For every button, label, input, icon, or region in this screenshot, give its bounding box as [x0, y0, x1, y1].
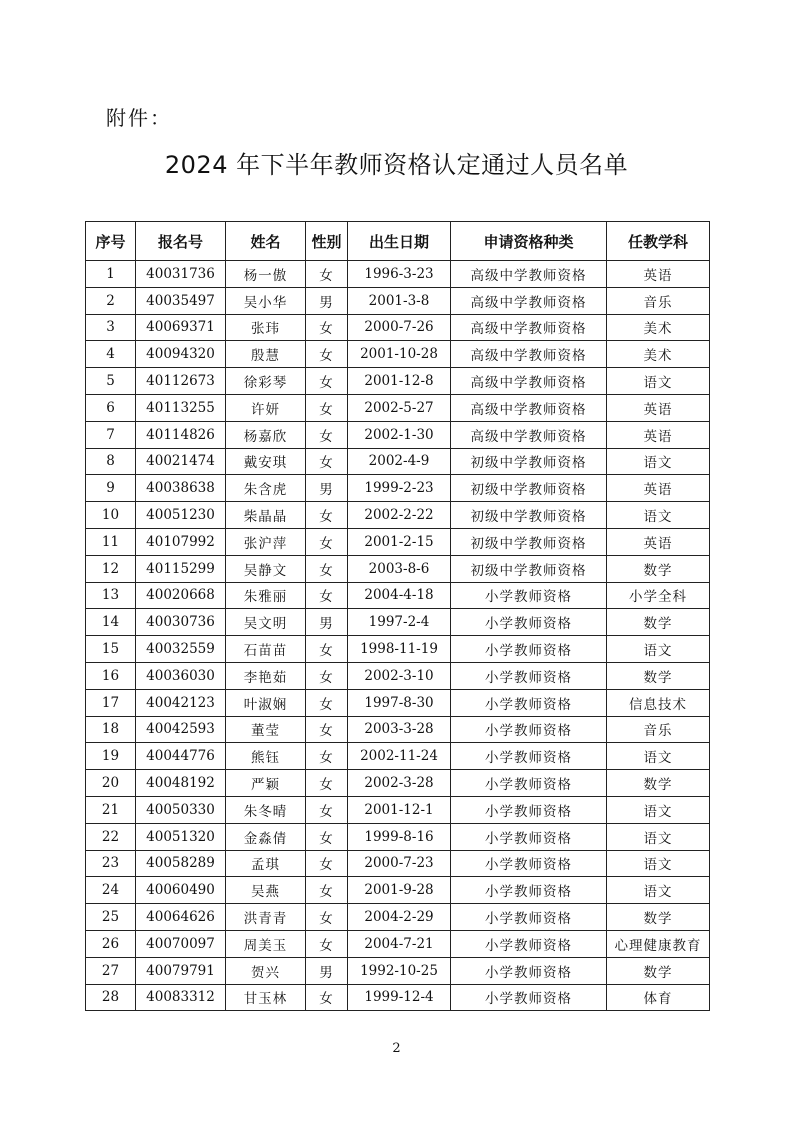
- header-index: 序号: [86, 222, 136, 261]
- approved-teachers-table: [85, 221, 710, 1011]
- cell-index: 16: [86, 662, 136, 689]
- cell-index: 26: [86, 930, 136, 957]
- cell-birth-date: 2002-2-22: [348, 502, 451, 529]
- cell-teaching-subject: 数学: [607, 609, 710, 636]
- table-row: [86, 877, 710, 904]
- cell-registration-number: 40036030: [136, 662, 226, 689]
- cell-registration-number: 40083312: [136, 984, 226, 1011]
- cell-birth-date: 2001-12-1: [348, 796, 451, 823]
- cell-gender: 女: [306, 877, 348, 904]
- cell-qualification-type: 初级中学教师资格: [451, 528, 607, 555]
- cell-teaching-subject: 英语: [607, 394, 710, 421]
- cell-name: 朱冬晴: [226, 796, 306, 823]
- table-row: [86, 475, 710, 502]
- cell-gender: 女: [306, 394, 348, 421]
- cell-registration-number: 40058289: [136, 850, 226, 877]
- cell-name: 贺兴: [226, 957, 306, 984]
- cell-teaching-subject: 英语: [607, 475, 710, 502]
- table-row: [86, 689, 710, 716]
- cell-teaching-subject: 英语: [607, 528, 710, 555]
- cell-index: 19: [86, 743, 136, 770]
- cell-registration-number: 40094320: [136, 341, 226, 368]
- cell-birth-date: 1999-8-16: [348, 823, 451, 850]
- cell-registration-number: 40064626: [136, 904, 226, 931]
- cell-registration-number: 40044776: [136, 743, 226, 770]
- cell-index: 6: [86, 394, 136, 421]
- cell-registration-number: 40031736: [136, 261, 226, 288]
- cell-registration-number: 40051230: [136, 502, 226, 529]
- cell-teaching-subject: 语文: [607, 636, 710, 663]
- cell-gender: 女: [306, 582, 348, 609]
- cell-name: 金淼倩: [226, 823, 306, 850]
- cell-gender: 女: [306, 796, 348, 823]
- cell-index: 17: [86, 689, 136, 716]
- cell-name: 柴晶晶: [226, 502, 306, 529]
- cell-teaching-subject: 数学: [607, 662, 710, 689]
- cell-index: 8: [86, 448, 136, 475]
- cell-qualification-type: 小学教师资格: [451, 689, 607, 716]
- cell-birth-date: 2002-11-24: [348, 743, 451, 770]
- cell-gender: 女: [306, 904, 348, 931]
- cell-qualification-type: 小学教师资格: [451, 609, 607, 636]
- cell-name: 孟琪: [226, 850, 306, 877]
- table-row: [86, 261, 710, 288]
- cell-teaching-subject: 英语: [607, 261, 710, 288]
- cell-registration-number: 40079791: [136, 957, 226, 984]
- cell-registration-number: 40113255: [136, 394, 226, 421]
- cell-birth-date: 1998-11-19: [348, 636, 451, 663]
- cell-qualification-type: 小学教师资格: [451, 984, 607, 1011]
- cell-teaching-subject: 数学: [607, 957, 710, 984]
- cell-birth-date: 2000-7-23: [348, 850, 451, 877]
- table-row: [86, 662, 710, 689]
- cell-birth-date: 2001-12-8: [348, 368, 451, 395]
- cell-birth-date: 2003-8-6: [348, 555, 451, 582]
- table-row: [86, 636, 710, 663]
- cell-registration-number: 40030736: [136, 609, 226, 636]
- cell-qualification-type: 高级中学教师资格: [451, 314, 607, 341]
- cell-index: 27: [86, 957, 136, 984]
- cell-name: 熊钰: [226, 743, 306, 770]
- cell-gender: 女: [306, 662, 348, 689]
- cell-index: 2: [86, 287, 136, 314]
- cell-gender: 女: [306, 984, 348, 1011]
- cell-name: 杨一傲: [226, 261, 306, 288]
- cell-registration-number: 40107992: [136, 528, 226, 555]
- table-row: [86, 555, 710, 582]
- cell-index: 14: [86, 609, 136, 636]
- cell-teaching-subject: 语文: [607, 823, 710, 850]
- cell-gender: 男: [306, 287, 348, 314]
- cell-index: 3: [86, 314, 136, 341]
- cell-name: 洪青青: [226, 904, 306, 931]
- table-row: [86, 609, 710, 636]
- cell-teaching-subject: 语文: [607, 877, 710, 904]
- cell-qualification-type: 高级中学教师资格: [451, 261, 607, 288]
- cell-teaching-subject: 英语: [607, 421, 710, 448]
- cell-index: 11: [86, 528, 136, 555]
- cell-registration-number: 40042123: [136, 689, 226, 716]
- table-row: [86, 850, 710, 877]
- cell-registration-number: 40042593: [136, 716, 226, 743]
- cell-registration-number: 40051320: [136, 823, 226, 850]
- cell-teaching-subject: 美术: [607, 314, 710, 341]
- cell-index: 15: [86, 636, 136, 663]
- cell-qualification-type: 小学教师资格: [451, 823, 607, 850]
- cell-index: 24: [86, 877, 136, 904]
- cell-teaching-subject: 数学: [607, 904, 710, 931]
- cell-gender: 女: [306, 341, 348, 368]
- table-row: [86, 957, 710, 984]
- header-gender: 性别: [306, 222, 348, 261]
- cell-birth-date: 2002-4-9: [348, 448, 451, 475]
- cell-name: 李艳茹: [226, 662, 306, 689]
- cell-registration-number: 40038638: [136, 475, 226, 502]
- cell-birth-date: 2004-2-29: [348, 904, 451, 931]
- cell-teaching-subject: 心理健康教育: [607, 930, 710, 957]
- cell-index: 22: [86, 823, 136, 850]
- cell-teaching-subject: 语文: [607, 850, 710, 877]
- cell-name: 甘玉林: [226, 984, 306, 1011]
- cell-qualification-type: 小学教师资格: [451, 743, 607, 770]
- cell-qualification-type: 小学教师资格: [451, 904, 607, 931]
- cell-birth-date: 2004-7-21: [348, 930, 451, 957]
- cell-gender: 女: [306, 502, 348, 529]
- table-row: [86, 716, 710, 743]
- cell-qualification-type: 小学教师资格: [451, 930, 607, 957]
- cell-name: 张沪萍: [226, 528, 306, 555]
- table-row: [86, 394, 710, 421]
- cell-gender: 女: [306, 716, 348, 743]
- cell-teaching-subject: 美术: [607, 341, 710, 368]
- cell-gender: 男: [306, 957, 348, 984]
- cell-name: 戴安琪: [226, 448, 306, 475]
- cell-registration-number: 40032559: [136, 636, 226, 663]
- cell-gender: 女: [306, 930, 348, 957]
- table-row: [86, 770, 710, 797]
- table-row: [86, 582, 710, 609]
- cell-qualification-type: 小学教师资格: [451, 582, 607, 609]
- table-row: [86, 421, 710, 448]
- cell-qualification-type: 小学教师资格: [451, 957, 607, 984]
- cell-qualification-type: 小学教师资格: [451, 877, 607, 904]
- cell-name: 杨嘉欣: [226, 421, 306, 448]
- cell-index: 23: [86, 850, 136, 877]
- cell-birth-date: 2000-7-26: [348, 314, 451, 341]
- cell-qualification-type: 初级中学教师资格: [451, 448, 607, 475]
- cell-teaching-subject: 语文: [607, 448, 710, 475]
- cell-name: 许妍: [226, 394, 306, 421]
- table-row: [86, 341, 710, 368]
- cell-birth-date: 2003-3-28: [348, 716, 451, 743]
- cell-teaching-subject: 小学全科: [607, 582, 710, 609]
- cell-name: 张玮: [226, 314, 306, 341]
- cell-qualification-type: 小学教师资格: [451, 662, 607, 689]
- cell-qualification-type: 小学教师资格: [451, 850, 607, 877]
- cell-name: 叶淑娴: [226, 689, 306, 716]
- cell-teaching-subject: 语文: [607, 502, 710, 529]
- cell-gender: 女: [306, 689, 348, 716]
- table-row: [86, 984, 710, 1011]
- cell-qualification-type: 初级中学教师资格: [451, 502, 607, 529]
- cell-teaching-subject: 语文: [607, 743, 710, 770]
- cell-registration-number: 40060490: [136, 877, 226, 904]
- cell-qualification-type: 小学教师资格: [451, 636, 607, 663]
- cell-index: 5: [86, 368, 136, 395]
- cell-index: 7: [86, 421, 136, 448]
- cell-gender: 女: [306, 823, 348, 850]
- table-row: [86, 528, 710, 555]
- cell-birth-date: 2001-9-28: [348, 877, 451, 904]
- cell-qualification-type: 初级中学教师资格: [451, 555, 607, 582]
- cell-name: 吴文明: [226, 609, 306, 636]
- cell-birth-date: 2002-3-28: [348, 770, 451, 797]
- cell-name: 朱含虎: [226, 475, 306, 502]
- cell-name: 吴小华: [226, 287, 306, 314]
- cell-birth-date: 2002-3-10: [348, 662, 451, 689]
- cell-qualification-type: 高级中学教师资格: [451, 421, 607, 448]
- cell-birth-date: 2004-4-18: [348, 582, 451, 609]
- cell-registration-number: 40048192: [136, 770, 226, 797]
- cell-index: 28: [86, 984, 136, 1011]
- cell-qualification-type: 高级中学教师资格: [451, 341, 607, 368]
- cell-index: 10: [86, 502, 136, 529]
- header-teaching-subject: 任教学科: [607, 222, 710, 261]
- cell-qualification-type: 小学教师资格: [451, 716, 607, 743]
- page-number: 2: [392, 1041, 401, 1056]
- cell-index: 18: [86, 716, 136, 743]
- cell-gender: 女: [306, 448, 348, 475]
- cell-gender: 女: [306, 636, 348, 663]
- cell-gender: 男: [306, 609, 348, 636]
- cell-qualification-type: 小学教师资格: [451, 796, 607, 823]
- cell-registration-number: 40112673: [136, 368, 226, 395]
- cell-index: 9: [86, 475, 136, 502]
- cell-qualification-type: 初级中学教师资格: [451, 475, 607, 502]
- cell-name: 徐彩琴: [226, 368, 306, 395]
- cell-index: 13: [86, 582, 136, 609]
- cell-registration-number: 40050330: [136, 796, 226, 823]
- cell-name: 石苗苗: [226, 636, 306, 663]
- table-row: [86, 743, 710, 770]
- cell-teaching-subject: 音乐: [607, 716, 710, 743]
- cell-birth-date: 1992-10-25: [348, 957, 451, 984]
- table-row: [86, 368, 710, 395]
- cell-qualification-type: 小学教师资格: [451, 770, 607, 797]
- cell-qualification-type: 高级中学教师资格: [451, 287, 607, 314]
- cell-birth-date: 2001-10-28: [348, 341, 451, 368]
- cell-registration-number: 40069371: [136, 314, 226, 341]
- cell-gender: 男: [306, 475, 348, 502]
- page-title: 2024 年下半年教师资格认定通过人员名单: [164, 151, 629, 179]
- cell-gender: 女: [306, 743, 348, 770]
- cell-birth-date: 1999-12-4: [348, 984, 451, 1011]
- cell-name: 周美玉: [226, 930, 306, 957]
- cell-birth-date: 2001-2-15: [348, 528, 451, 555]
- cell-registration-number: 40115299: [136, 555, 226, 582]
- table-row: [86, 930, 710, 957]
- cell-index: 1: [86, 261, 136, 288]
- cell-birth-date: 1999-2-23: [348, 475, 451, 502]
- cell-teaching-subject: 音乐: [607, 287, 710, 314]
- cell-qualification-type: 高级中学教师资格: [451, 394, 607, 421]
- cell-teaching-subject: 体育: [607, 984, 710, 1011]
- cell-birth-date: 1997-8-30: [348, 689, 451, 716]
- table-header-row: [86, 222, 710, 261]
- cell-teaching-subject: 数学: [607, 555, 710, 582]
- cell-name: 董莹: [226, 716, 306, 743]
- cell-index: 25: [86, 904, 136, 931]
- cell-teaching-subject: 信息技术: [607, 689, 710, 716]
- cell-name: 吴燕: [226, 877, 306, 904]
- cell-birth-date: 1996-3-23: [348, 261, 451, 288]
- cell-birth-date: 2001-3-8: [348, 287, 451, 314]
- cell-teaching-subject: 语文: [607, 368, 710, 395]
- table-row: [86, 287, 710, 314]
- table-row: [86, 448, 710, 475]
- cell-gender: 女: [306, 261, 348, 288]
- cell-registration-number: 40070097: [136, 930, 226, 957]
- table-row: [86, 314, 710, 341]
- cell-index: 4: [86, 341, 136, 368]
- cell-name: 殷慧: [226, 341, 306, 368]
- cell-name: 严颖: [226, 770, 306, 797]
- cell-gender: 女: [306, 368, 348, 395]
- table-row: [86, 823, 710, 850]
- header-registration-number: 报名号: [136, 222, 226, 261]
- cell-birth-date: 2002-1-30: [348, 421, 451, 448]
- cell-index: 21: [86, 796, 136, 823]
- cell-gender: 女: [306, 421, 348, 448]
- cell-index: 20: [86, 770, 136, 797]
- cell-gender: 女: [306, 528, 348, 555]
- attachment-label: 附件：: [106, 106, 172, 130]
- cell-registration-number: 40021474: [136, 448, 226, 475]
- cell-teaching-subject: 语文: [607, 796, 710, 823]
- cell-index: 12: [86, 555, 136, 582]
- cell-name: 朱雅丽: [226, 582, 306, 609]
- cell-registration-number: 40114826: [136, 421, 226, 448]
- header-birth-date: 出生日期: [348, 222, 451, 261]
- table-row: [86, 502, 710, 529]
- cell-teaching-subject: 数学: [607, 770, 710, 797]
- header-name: 姓名: [226, 222, 306, 261]
- cell-gender: 女: [306, 850, 348, 877]
- cell-birth-date: 2002-5-27: [348, 394, 451, 421]
- cell-name: 吴静文: [226, 555, 306, 582]
- cell-registration-number: 40020668: [136, 582, 226, 609]
- cell-qualification-type: 高级中学教师资格: [451, 368, 607, 395]
- cell-gender: 女: [306, 770, 348, 797]
- cell-gender: 女: [306, 314, 348, 341]
- cell-gender: 女: [306, 555, 348, 582]
- header-qualification-type: 申请资格种类: [451, 222, 607, 261]
- cell-birth-date: 1997-2-4: [348, 609, 451, 636]
- table-row: [86, 904, 710, 931]
- cell-registration-number: 40035497: [136, 287, 226, 314]
- table-row: [86, 796, 710, 823]
